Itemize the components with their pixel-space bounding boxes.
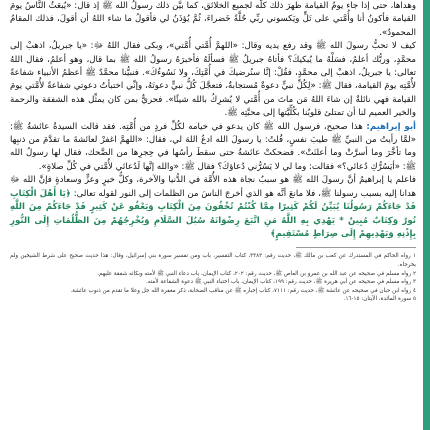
footnote-3: ٣ رواه مسلم في صحيحه عن أبي هريرة ﷺ، حديث رقم: ١٩٩، كتاب الإيمان، باب اختباء النبي ﷺ دعوة الشفاعة لأمته. bbox=[145, 279, 416, 286]
paragraph-4-text: فاعلم يا إبراهيمُ أنَّ رسولَ الله ﷺ هو سببُ نجاة هذه الأُمَّة في الدُّنيا والآخرة، وكلُّ خيرٍ وعزٍّ وسعادةٍ فإنَّ الله ﷻ هدانا إليه بسبب رسولنا ﷺ، فلا مانعَ أنَّه هو الذي أخرجَ الناسَ من الظلمات إلى النور لقوله تعالى: bbox=[10, 175, 416, 199]
footnote-1: ١ رواه الحاكم في المستدرك عن كعب بن مالك ﷺ، حديث رقم: ٣٣٨٣، كتاب التفسير، باب ومن تفسير سورة بني إسرائيل، وقال: هذا حديث صحيح على شرط الشيخين ولم يخرجاه. bbox=[10, 253, 416, 268]
paragraph-4 bbox=[10, 174, 416, 241]
footnote-5: ٥ سورة المائدة، الآيتان: ١٥-١٦. bbox=[343, 296, 416, 303]
footnote-2: ٢ رواه مسلم في صحيحه عن عبد الله بن عمرو بن العاص ﷺ، حديث رقم: ٢٠٢، كتاب الإيمان، باب دعاء النبي ﷺ لأمته وبكائه شفقة عليهم. bbox=[97, 270, 416, 277]
footnotes bbox=[10, 252, 416, 304]
accent-bar bbox=[423, 0, 430, 430]
paragraph-1-text: وهداها، حتى إذا جاء يومُ القيامة ظهرَ ذلك كلُّه لجميع الخلائق، كما بيَّن ذلك رسولُ الله ﷺ إذ قال: «يُبعَثُ النَّاسُ يومَ القيامة فأكونُ أنا وأُمَّتي على تَلٍّ ويَكسوني ربِّي حُلَّةً خَضراءَ، ثُمَّ يُؤذَنُ لي فأقولُ ما شاء اللهُ أن أقولَ، فذلك المقامُ المحمودُ». bbox=[10, 1, 416, 38]
paragraph-2 bbox=[10, 40, 416, 120]
footnote-separator bbox=[296, 247, 416, 248]
paragraph-3-text: هذا صحيح، فرسول الله ﷺ كان يدعو في خيامه لكُلِّ فردٍ من أُمَّتِه. فقد قالت السيدةُ عائشةُ ﷺ: «لمَّا رأيتُ من النبيِّ ﷺ طيبَ نفسٍ، قُلتُ: يا رسولَ الله ادعُ اللهَ لي، فقال: «اللهمَّ اغفرْ لعائشةَ ما تقدَّمَ من ذنبِها وما تأخَّرَ وما أسرَّتْ وما أعلنَتْ». فضحكتْ عائشةُ حتى سقطَ رأسُها في حِجرِها من الضَّحك، فقال لها رسولُ الله ﷺ: «أيَسُرُّكِ دُعائي؟» فقالت: وما لي لا يَسُرُّني دُعاؤكَ؟ فقال ﷺ: «والله إنَّها لَدُعائي لأُمَّتي في كُلِّ صلاةٍ». bbox=[10, 121, 416, 172]
footnote-4: ٤ رواه ابن حبان في صحيحه عن عائشة ﷺ، حديث رقم: ٧١١١، كتاب إخباره ﷺ عن مناقب الصحابة، ذكر مغفرة الله جل وعلا ما تقدم من ذنوب عائشة. bbox=[70, 287, 416, 294]
quran-verse: ﴿يَا أَهْلَ الْكِتَابِ قَدْ جَاءَكُمْ رَسُولُنَا يُبَيِّنُ لَكُمْ كَثِيرًا مِمَّا كُنْتُمْ تُخْفُونَ مِنَ الْكِتَابِ وَيَعْفُو عَنْ كَثِيرٍ قَدْ جَاءَكُمْ مِنَ اللَّهِ نُورٌ وَكِتَابٌ مُبِينٌ * يَهْدِي بِهِ اللَّهُ مَنِ اتَّبَعَ رِضْوَانَهُ سُبُلَ السَّلَامِ وَيُخْرِجُهُمْ مِنَ الظُّلُمَاتِ إِلَى النُّورِ بِإِذْنِهِ وَيَهْدِيهِمْ إِلَى صِرَاطٍ مُسْتَقِيمٍ﴾ bbox=[10, 188, 416, 239]
paragraph-2-text: كيف لا تحبُّ رسولَ الله ﷺ وقد رفع يديه وقال: «اللهمَّ أُمَّتي أُمَّتي»، وبكى فقال اللهُ ﷻ: «يا جبريلُ، اذهبْ إلى محمَّدٍ، وربُّك أعلمُ، فسَلْهُ ما يُبكيكَ؟ فأتاهُ جبريلُ ﷺ فسألَهُ فأخبرَهُ رسولُ الله ﷺ بما قال، وهو أعلمُ، فقال اللهُ تعالى: يا جبريلُ، اذهبْ إلى محمَّدٍ، فقُلْ: إنَّا سنُرضيكَ في أُمَّتِكَ، ولا نَسُوءُكَ». فنبيُّنا محمَّدٌ ﷺ أعظمُ الأنبياء شفاعةً لأُمَّتِه يومَ القيامة، فقال ﷺ: «لِكُلِّ نبيٍّ دعوةٌ مُستجابةٌ، فتعجَّلَ كُلُّ نبيٍّ دعوتَهُ، وإنِّي اختبأتُ دعوتي شفاعةً لأُمَّتي يومَ القيامة فهي نائلةٌ إن شاءَ اللهُ مَن ماتَ من أُمَّتي لا يُشرِكُ بالله شيئًا». فحريٌّ بمن كان يمثِّل هذه الشفقة والرحمة والخير العميم لنا أن تمتلئ قلوبُنا بكُلِّيَّتها إلى محبَّتِه ﷺ. bbox=[10, 41, 416, 119]
paragraph-1 bbox=[10, 0, 416, 40]
paragraph-3 bbox=[10, 121, 416, 175]
speaker-label: أبو إبراهيم: bbox=[366, 121, 416, 132]
